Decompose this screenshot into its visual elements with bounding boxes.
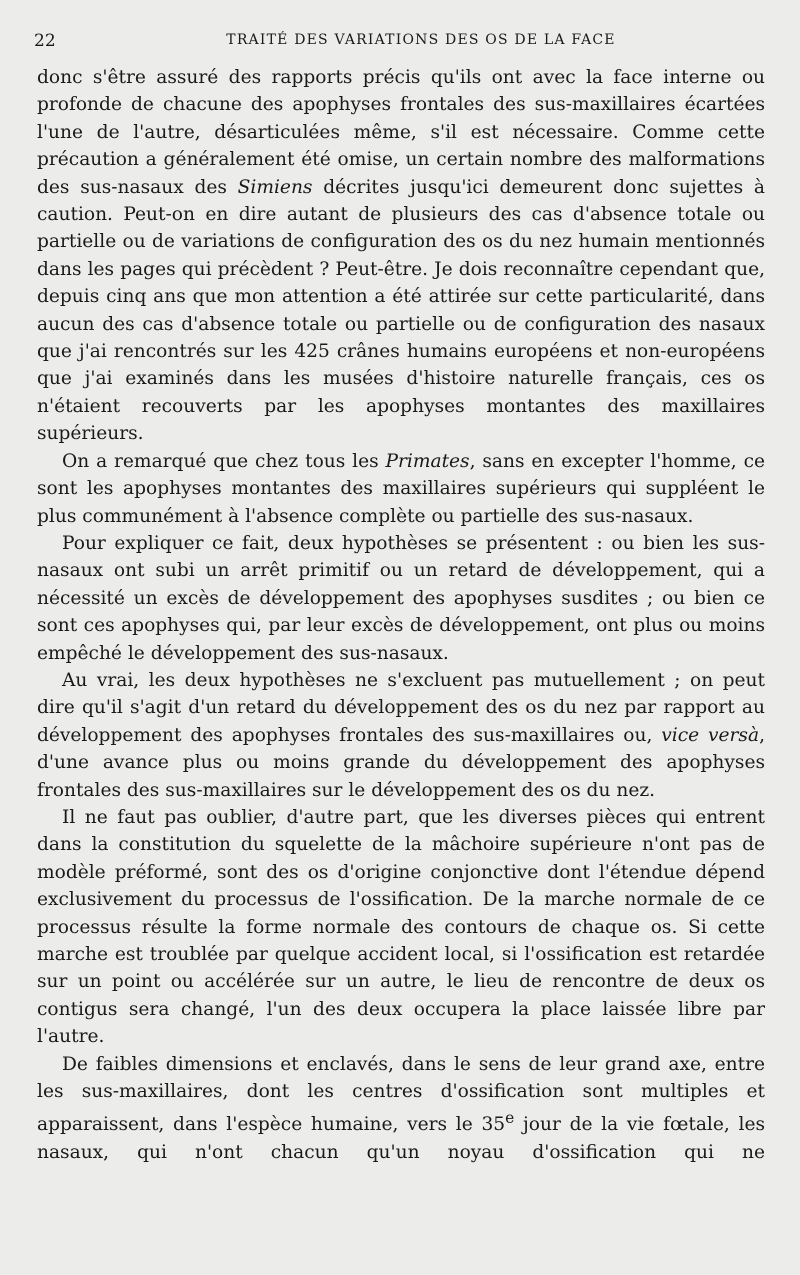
italic-term: Primates — [385, 450, 470, 472]
paragraph — [37, 804, 765, 1051]
text-run: jour de la vie fœtale, les nasaux, qui n'ont chacun qu'un noyau d'ossification qui ne — [37, 1114, 765, 1164]
page-number: 22 — [34, 31, 56, 51]
text-run: On a remarqué que chez tous les — [62, 450, 386, 472]
body-text — [37, 64, 765, 1166]
paragraph — [37, 1051, 765, 1167]
text-run: , sans en excepter l'homme, ce sont les apophyses montantes des maxillaires supérieurs qui suppléent le plus communément à l'absence complète ou partielle des sus-nasaux. — [37, 450, 765, 527]
italic-term: vice versà — [661, 724, 760, 746]
paragraph — [37, 448, 765, 530]
superscript: e — [505, 1109, 515, 1128]
text-run: décrites jusqu'ici demeurent donc sujettes à caution. Peut-on en dire autant de plusieurs des cas d'absence totale ou partielle ou de variations de configuration des os du nez humain mentionnés dans les pages qui précèdent ? Peut-être. Je dois reconnaître cependant que, depuis cinq ans que mon attention a été attirée sur cette particularité, dans aucun des cas d'absence totale ou partielle ou de configuration des nasaux que j'ai rencontrés sur les 425 crânes humains européens et non-européens que j'ai examinés dans les musées d'histoire naturelle français, ces os n'étaient recouverts par les apophyses montantes des maxillaires supérieurs. — [37, 176, 765, 445]
paragraph — [37, 530, 765, 667]
text-run: donc s'être assuré des rapports précis qu'ils ont avec la face interne ou profonde de chacune des apophyses frontales des sus-maxillaires écartées l'une de l'autre, désarticulées même, s'il est nécessaire. Comme cette précaution a généralement été omise, un certain nombre des malformations des sus-nasaux des — [37, 67, 765, 198]
text-run: Il ne faut pas oublier, d'autre part, que les diverses pièces qui entrent dans la constitution du squelette de la mâchoire supérieure n'ont pas de modèle préformé, sont des os d'origine conjonctive dont l'étendue dépend exclusivement du processus de l'ossification. De la marche normale de ce processus résulte la forme normale des contours de chaque os. Si cette marche est troublée par quelque accident local, si l'ossification est retardée sur un point ou accélérée sur un autre, le lieu de rencontre de deux os contigus sera changé, l'un des deux occupera la place laissée libre par l'autre. — [37, 806, 765, 1048]
text-run: Pour expliquer ce fait, deux hypothèses se présentent : ou bien les sus-nasaux ont subi un arrêt primitif ou un retard de développement, qui a nécessité un excès de développement des apophyses susdites ; ou bien ce sont ces apophyses qui, par leur excès de développement, ont plus ou moins empêché le développement des sus-nasaux. — [37, 532, 765, 664]
text-run: De faibles dimensions et enclavés, dans le sens de leur grand axe, entre les sus-maxillaires, dont les centres d'ossification sont multiples et apparaissent, dans l'espèce humaine, vers le 35 — [37, 1053, 765, 1136]
paragraph — [37, 64, 765, 448]
paragraph — [37, 667, 765, 804]
running-head — [34, 31, 768, 53]
text-run: , d'une avance plus ou moins grande du développement des apophyses frontales des sus-maxillaires sur le développement des os du nez. — [37, 724, 765, 801]
running-title: TRAITÉ DES VARIATIONS DES OS DE LA FACE — [226, 32, 616, 48]
text-run: Au vrai, les deux hypothèses ne s'excluent pas mutuellement ; on peut dire qu'il s'agit d'un retard du développement des os du nez par rapport au développement des apophyses frontales des sus-maxillaires ou, — [37, 669, 765, 746]
italic-term: Simiens — [237, 176, 313, 198]
